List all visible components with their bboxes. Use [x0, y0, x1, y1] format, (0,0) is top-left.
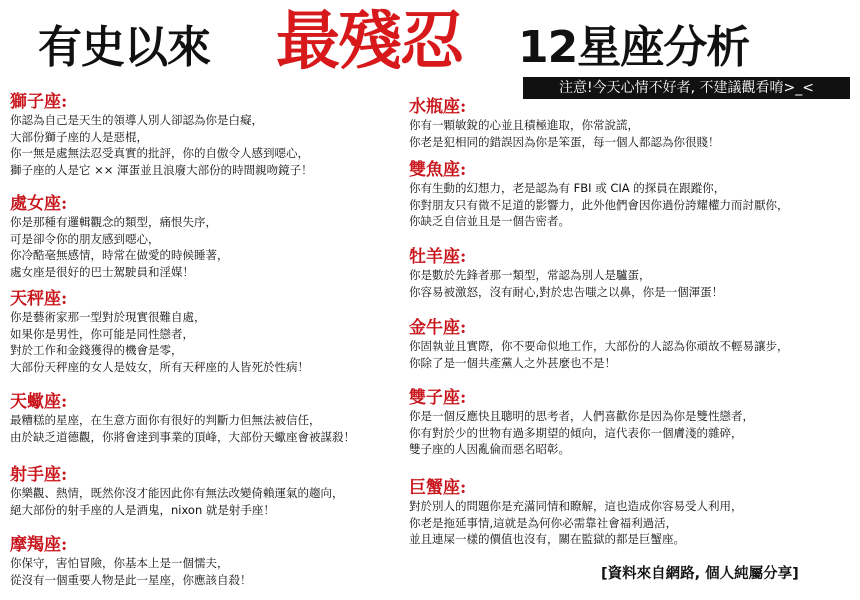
- sign-description-sagittarius: [10, 485, 344, 518]
- description-line: 你樂觀、熱情，既然你沒才能因此你有無法改變倚賴運氣的趨向，: [10, 486, 344, 500]
- description-line: 你固執並且實際，你不要命似地工作，大部份的人認為你頑故不輕易讓步，: [409, 339, 789, 353]
- sign-heading-gemini: 雙子座:: [409, 388, 467, 408]
- sign-heading-taurus: 金牛座:: [409, 318, 467, 338]
- description-line: 可是卻令你的朋友感到噁心，: [10, 231, 160, 246]
- description-line: 獅子座的人是它 ×× 渾蛋並且浪廢大部份的時間親吻鏡子！: [10, 162, 313, 177]
- page-title: [0, 6, 860, 84]
- sign-description-capricorn: [10, 555, 252, 588]
- description-line: 你對朋友只有微不足道的影響力，此外他們會因你過份誇耀權力而討厭你，: [409, 197, 789, 212]
- title-part-3: 12星座分析: [518, 22, 750, 73]
- sign-heading-virgo: 處女座:: [10, 194, 68, 214]
- sign-heading-sagittarius: 射手座:: [10, 465, 68, 485]
- sign-heading-cancer: 巨蟹座:: [409, 478, 467, 498]
- sign-description-libra: [10, 309, 309, 375]
- notice-banner: 注意!今天心情不好者, 不建議觀看唷>_<: [523, 77, 850, 99]
- sign-description-scorpio: [10, 412, 355, 445]
- description-line: 你是藝術家那一型對於現實很難自處，: [10, 310, 206, 324]
- sign-description-taurus: [409, 338, 789, 371]
- source-note: [資料來自網路, 個人純屬分享]: [601, 566, 799, 582]
- description-line: 你冷酷毫無感情，時常在做愛的時候睡著，: [10, 248, 229, 262]
- description-line: 從沒有一個重要人物是此一星座，你應該自殺！: [10, 572, 252, 587]
- sign-description-aries: [409, 267, 723, 300]
- description-line: 處女座是很好的巴士駕駛員和淫媒！: [10, 264, 194, 279]
- sign-description-virgo: [10, 214, 229, 280]
- description-line: 你是數於先鋒者那一類型，常認為別人是驢蛋，: [409, 268, 651, 282]
- sign-heading-aries: 牡羊座:: [409, 247, 467, 267]
- title-highlight: 最殘忍: [276, 5, 462, 79]
- description-line: 你是那種有邏輯觀念的類型，痛恨失序，: [10, 215, 217, 229]
- description-line: 你認為自己是天生的領導人別人卻認為你是白癡，: [10, 113, 263, 127]
- sign-heading-capricorn: 摩羯座:: [10, 535, 68, 555]
- sign-heading-pisces: 雙魚座:: [409, 160, 467, 180]
- description-line: 你缺乏自信並且是一個告密者。: [409, 214, 570, 228]
- sign-heading-leo: 獅子座:: [10, 92, 68, 112]
- description-line: 最糟糕的星座，在生意方面你有很好的判斷力但無法被信任，: [10, 413, 321, 427]
- description-line: 大部份天秤座的女人是妓女，所有天秤座的人皆死於性病！: [10, 359, 309, 374]
- sign-description-pisces: [409, 180, 789, 230]
- sign-description-aquarius: [409, 117, 720, 150]
- description-line: 你有生動的幻想力，老是認為有 FBI 或 CIA 的探員在跟蹤你，: [409, 181, 726, 195]
- description-line: 你老是犯相同的錯誤因為你是笨蛋，每一個人都認為你很賤！: [409, 134, 720, 149]
- description-line: 對於工作和金錢獲得的機會是零，: [10, 343, 183, 357]
- description-line: 雙子座的人因亂倫而惡名昭彰。: [409, 442, 570, 456]
- description-line: 由於缺乏道德觀，你將會達到事業的頂峰，大部份天蠍座會被謀殺！: [10, 429, 355, 444]
- sign-description-cancer: [409, 498, 743, 548]
- description-line: 你一無是處無法忍受真實的批評，你的自傲令人感到噁心，: [10, 146, 309, 160]
- description-line: 你有一顆敏銳的心並且積極進取，你常說謊，: [409, 118, 639, 132]
- description-line: 你老是拖延事情,這就是為何你必需靠社會福利過活，: [409, 515, 678, 530]
- sign-heading-libra: 天秤座:: [10, 289, 68, 309]
- description-line: 你保守，害怕冒險，你基本上是一個懦夫，: [10, 556, 229, 570]
- description-line: 大部份獅子座的人是惡棍，: [10, 129, 148, 144]
- description-line: 你除了是一個共產黨人之外甚麼也不是！: [409, 355, 616, 370]
- sign-heading-aquarius: 水瓶座:: [409, 97, 467, 117]
- description-line: 你容易被激怒，沒有耐心,對於忠告嗤之以鼻，你是一個渾蛋！: [409, 284, 724, 299]
- description-line: 對於別人的問題你是充滿同情和瞭解，這也造成你容易受人利用，: [409, 499, 743, 513]
- description-line: 如果你是男性，你可能是同性戀者，: [10, 326, 194, 341]
- description-line: 你是一個反應快且聰明的思考者，人們喜歡你是因為你是雙性戀者，: [409, 409, 754, 423]
- sign-heading-scorpio: 天蠍座:: [10, 392, 68, 412]
- sign-description-leo: [10, 112, 313, 178]
- description-line: 並且連屎一樣的價值也沒有，關在監獄的都是巨蟹座。: [409, 532, 685, 546]
- sign-description-gemini: [409, 408, 754, 458]
- title-part-1: 有史以來: [38, 22, 210, 73]
- description-line: 你有對於少的世物有過多期望的傾向，這代表你一個膚淺的雜碎，: [409, 425, 743, 440]
- description-line: 絕大部份的射手座的人是酒鬼，nixon 就是射手座！: [10, 502, 275, 517]
